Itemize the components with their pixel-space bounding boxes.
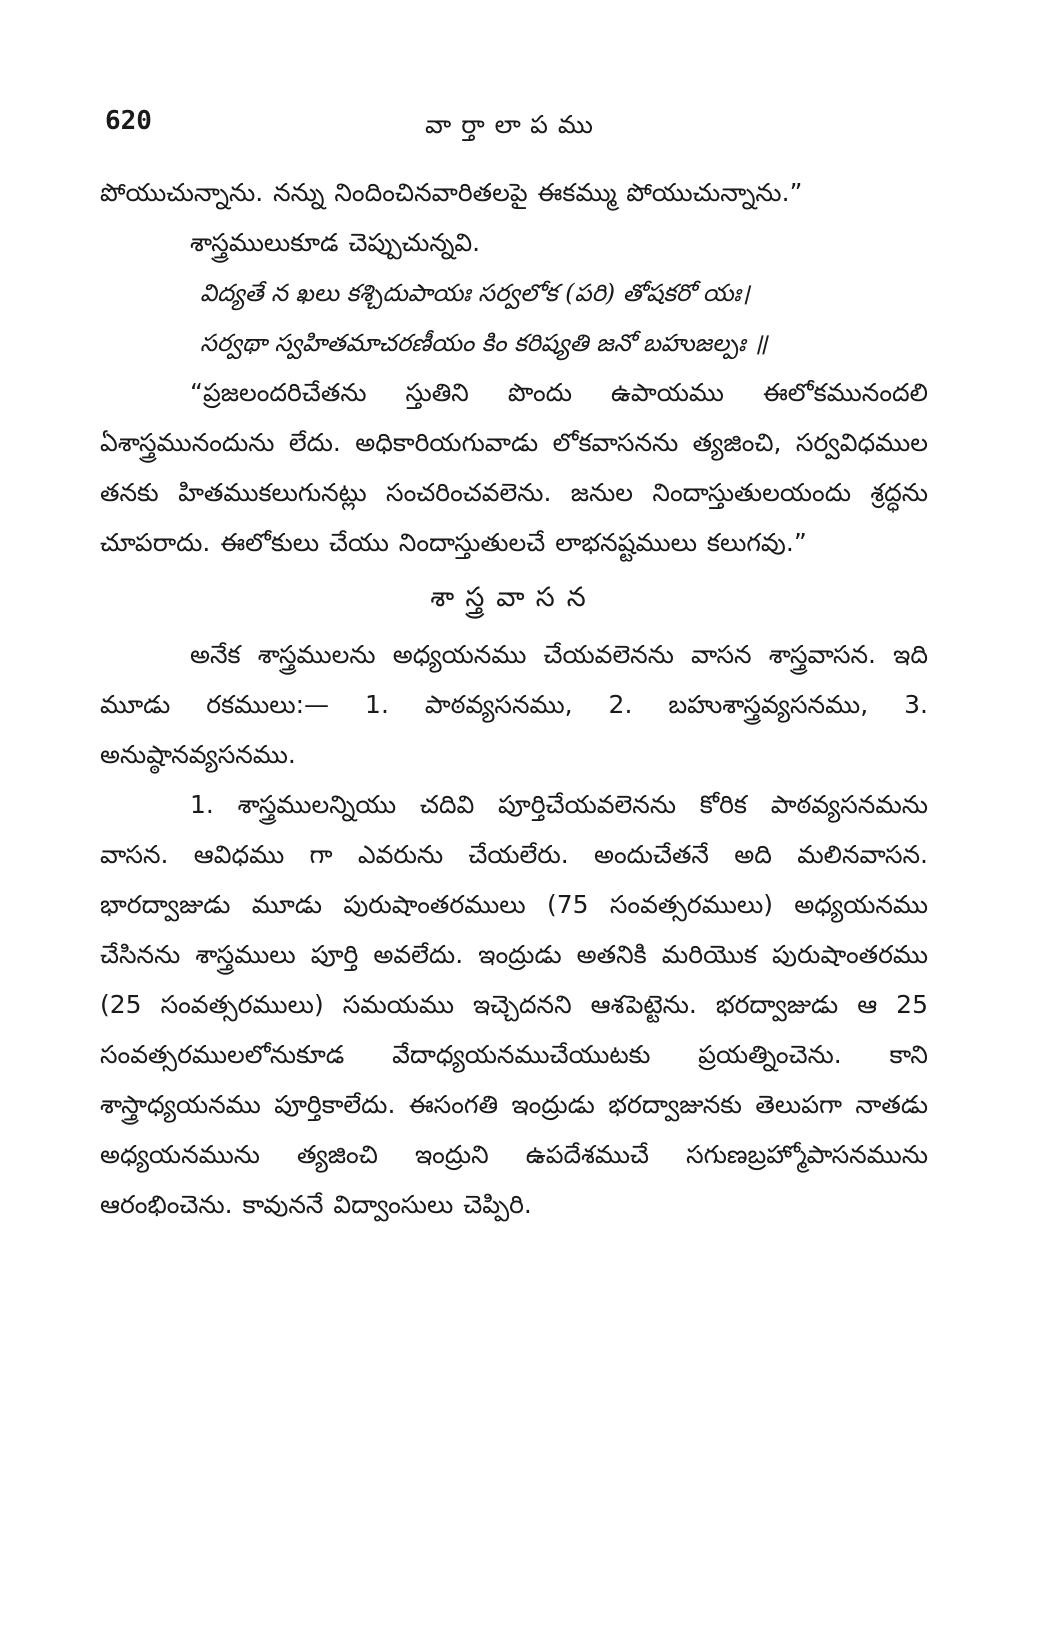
paragraph-continuation: పోయుచున్నాను. నన్ను నిందించినవారితలపై ఈకమ్ము పోయుచున్నాను.” (100, 178, 803, 207)
page-body (100, 168, 928, 1230)
section-heading: శాస్త్రవాసన (430, 582, 598, 613)
page-header (100, 100, 928, 156)
running-title: వార్తాలాపము (425, 110, 603, 139)
paragraph-shastra-vasana: అనేక శాస్త్రములను అధ్యయనము చేయవలెనను వాసన శాస్త్రవాసన. ఇది మూడు రకములు:— 1. పాఠవ్యసనము, 2. బహుశాస్త్రవ్యసనము, 3. అనుష్ఠానవ్యసనము. (100, 640, 928, 769)
paragraph-verse-meaning: “ప్రజలందరిచేతను స్తుతిని పొందు ఉపాయము ఈలోకమునందలి ఏశాస్త్రమునందును లేదు. అధికారియగువాడు లోకవాసనను త్యజించి, సర్వవిధముల తనకు హితముకలుగునట్లు సంచరించవలెను. జనుల నిందాస్తుతులయందు శ్రద్ధను చూపరాదు. ఈలోకులు చేయు నిందాస్తుతులచే లాభనష్టములు కలుగవు.” (100, 378, 928, 557)
paragraph-shastra-intro: శాస్త్రములుకూడ చెప్పుచున్నవి. (190, 228, 481, 257)
sanskrit-verse-line-2: సర్వథా స్వహితమాచరణీయం కిం కరిష్యతి జనో బహుజల్పః ॥ (200, 329, 768, 357)
page-number: 620 (105, 106, 152, 136)
sanskrit-verse-line-1: విద్యతే న ఖలు కశ్చిదుపాయః సర్వలోక (పరి) తోషకరో యః। (200, 279, 750, 307)
paragraph-patha-vyasana: 1. శాస్త్రములన్నియు చదివి పూర్తిచేయవలెనను కోరిక పాఠవ్యసనమను వాసన. ఆవిధము గా ఎవరును చేయలేరు. అందుచేతనే అది మలినవాసన. భారద్వాజుడు మూడు పురుషాంతరములు (75 సంవత్సరములు) అధ్యయనము చేసినను శాస్త్రములు పూర్తి అవలేదు. ఇంద్రుడు అతనికి మరియొక పురుషాంతరము (25 సంవత్సరములు) సమయము ఇచ్చెదనని ఆశపెట్టెను. భరద్వాజుడు ఆ 25 సంవత్సరములలోనుకూడ వేదాధ్యయనముచేయుటకు ప్రయత్నించెను. కాని శాస్త్రాధ్యయనము పూర్తికాలేదు. ఈసంగతి ఇంద్రుడు భరద్వాజునకు తెలుపగా నాతడు అధ్యయనమును త్యజించి ఇంద్రుని ఉపదేశముచే సగుణబ్రహ్మోపాసనమును ఆరంభించెను. కావుననే విద్వాంసులు చెప్పిరి. (100, 790, 928, 1219)
